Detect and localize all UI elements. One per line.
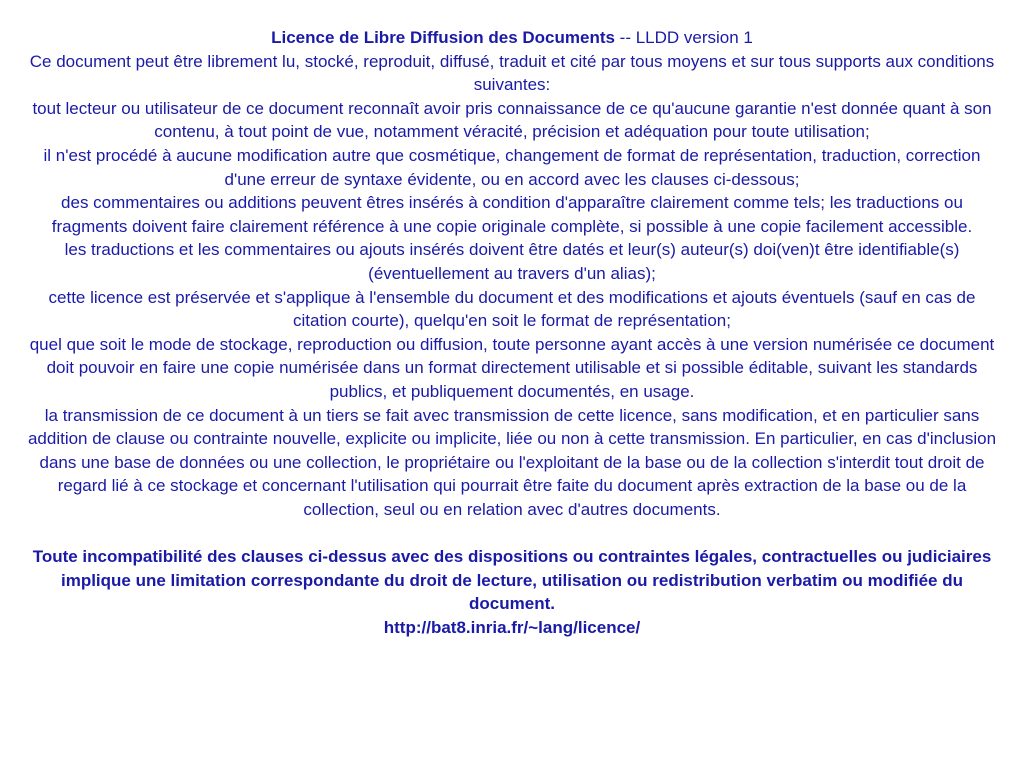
paragraph-clause-7: la transmission de ce document à un tiers se fait avec transmission de cette licence, sans modification, et en particulier sans addition de clause ou contrainte nouvelle, explicite ou implicite, liée ou non à cette transmission. En particulier, en cas d'inclusion dans une base de données ou une collection, le propriétaire ou l'exploitant de la base ou de la collection s'interdit tout droit de regard lié à ce stockage et concernant l'utilisation qui pourrait être faite du document après extraction de la base ou de la collection, seul ou en relation avec d'autres documents. bbox=[27, 405, 997, 519]
blank-line bbox=[24, 521, 1000, 545]
paragraph-clause-4: les traductions et les commentaires ou ajouts insérés doivent être datés et leur(s) auteur(s) doi(ven)t être identifiable(s) (éventuellement au travers d'un alias); bbox=[64, 240, 960, 283]
title-version: -- LLDD version 1 bbox=[614, 28, 753, 47]
paragraph-clause-6: quel que soit le mode de stockage, reproduction ou diffusion, toute personne ayant accès à une version numérisée ce document doit pouvoir en faire une copie numérisée dans un format directement utilisable et si possible éditable, suivant les standards publics, et publiquement documentés, en usage. bbox=[29, 334, 995, 401]
paragraph-clause-2: il n'est procédé à aucune modification autre que cosmétique, changement de format de représentation, traduction, correction d'une erreur de syntaxe évidente, ou en accord avec les clauses ci-dessous; bbox=[43, 145, 981, 189]
paragraph-intro: Ce document peut être librement lu, stocké, reproduit, diffusé, traduit et cité par tous moyens et sur tous supports aux conditions suivantes: bbox=[29, 51, 995, 95]
paragraph-clause-5: cette licence est préservée et s'applique à l'ensemble du document et des modifications et ajouts éventuels (sauf en cas de citation courte), quelqu'en soit le format de représentation; bbox=[48, 287, 976, 331]
closing-statement: Toute incompatibilité des clauses ci-dessus avec des dispositions ou contraintes légales, contractuelles ou judiciaires implique une limitation correspondante du droit de lecture, utilisation ou redistribution verbatim ou modifiée du document. bbox=[32, 547, 992, 614]
paragraph-clause-1: tout lecteur ou utilisateur de ce document reconnaît avoir pris connaissance de ce qu'aucune garantie n'est donnée quant à son contenu, à tout point de vue, notamment véracité, précision et adéquation pour toute utilisation; bbox=[32, 98, 992, 142]
licence-url[interactable]: http://bat8.inria.fr/~lang/licence/ bbox=[383, 617, 641, 637]
document-title bbox=[24, 26, 1000, 50]
paragraph-clause-3: des commentaires ou additions peuvent êtres insérés à condition d'apparaître clairement comme tels; les traductions ou fragments doivent faire clairement référence à une copie originale complète, si possible à une copie facilement accessible. bbox=[51, 193, 973, 236]
title-bold: Licence de Libre Diffusion des Documents bbox=[271, 28, 615, 47]
